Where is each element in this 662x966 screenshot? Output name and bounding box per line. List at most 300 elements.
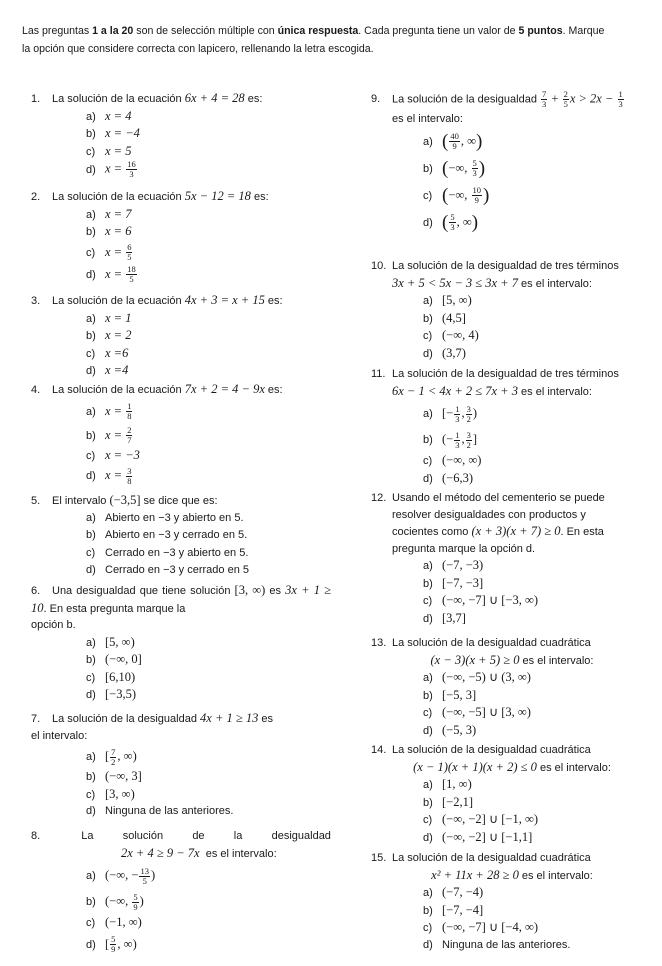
option-letter[interactable]: d) xyxy=(86,365,96,378)
option-b[interactable] xyxy=(423,902,653,920)
option-letter[interactable]: a) xyxy=(86,208,96,221)
option-value: (−1, ∞) xyxy=(105,915,142,929)
option-letter[interactable]: d) xyxy=(423,831,433,844)
stem-text: La solución de la desigualdad cuadrática xyxy=(392,744,591,756)
stem-text: La solución de la desigualdad xyxy=(392,93,541,106)
question-number: 3. xyxy=(31,295,41,307)
equation: 5x − 12 = 18 xyxy=(184,189,251,203)
option-a[interactable] xyxy=(86,862,331,888)
option-letter[interactable]: b) xyxy=(423,312,433,325)
separator: , xyxy=(461,406,465,420)
option-b[interactable] xyxy=(423,575,653,593)
option-a[interactable] xyxy=(86,399,331,423)
option-letter[interactable]: c) xyxy=(423,814,433,827)
question-stem-line-2 xyxy=(371,867,653,885)
option-d[interactable] xyxy=(423,829,653,847)
stem-text: . En esta xyxy=(560,526,604,538)
option-value: x = 6 xyxy=(105,224,132,239)
numerator: 1 xyxy=(127,401,132,412)
question-stem-line-4 xyxy=(371,541,653,558)
question-stem xyxy=(31,188,331,206)
option-a[interactable] xyxy=(423,557,653,575)
option-letter[interactable]: c) xyxy=(86,671,96,684)
question-number: 13. xyxy=(371,637,387,649)
option-a[interactable] xyxy=(423,884,653,902)
option-value: [−2,1] xyxy=(442,794,473,809)
option-value: (−∞, ∞) xyxy=(442,453,482,467)
question-number: 11. xyxy=(371,368,386,380)
question-6 xyxy=(31,582,331,704)
fraction xyxy=(126,265,137,284)
question-9 xyxy=(371,90,653,236)
fraction xyxy=(110,935,116,954)
fraction xyxy=(126,243,132,262)
option-a[interactable] xyxy=(86,510,331,528)
option-letter[interactable]: a) xyxy=(86,312,96,325)
open-paren-icon: ( xyxy=(442,157,449,179)
option-letter[interactable]: c) xyxy=(86,917,96,929)
option-letter[interactable]: c) xyxy=(423,189,433,202)
question-stem xyxy=(371,742,653,759)
stem-text: La xyxy=(81,830,94,842)
question-3 xyxy=(31,292,331,380)
fraction xyxy=(449,132,460,151)
option-b[interactable] xyxy=(423,426,653,452)
option-letter[interactable]: d) xyxy=(86,805,96,818)
option-c[interactable] xyxy=(423,182,653,209)
option-letter[interactable]: c) xyxy=(86,246,96,259)
stem-text: se dice que es: xyxy=(140,495,218,507)
instructions-line-1 xyxy=(22,22,650,40)
option-letter[interactable]: d) xyxy=(423,724,433,737)
stem-text: La solución de la ecuación xyxy=(52,191,182,203)
equation: (x + 3)(x + 7) ≥ 0 xyxy=(471,524,561,538)
option-value: x = −3 xyxy=(105,447,140,462)
option-letter[interactable]: a) xyxy=(423,408,433,420)
denominator: 8 xyxy=(127,475,132,486)
question-number: 9. xyxy=(371,93,381,106)
option-b[interactable] xyxy=(86,423,331,447)
stem-text: La solución de la desigualdad de tres términos xyxy=(392,260,619,272)
option-d[interactable] xyxy=(86,803,331,821)
fraction xyxy=(132,893,138,912)
option-b[interactable] xyxy=(423,310,653,328)
option-letter[interactable]: b) xyxy=(86,429,96,442)
option-value: (−∞, 4) xyxy=(442,328,479,343)
denominator: 3 xyxy=(472,168,477,179)
numerator: 5 xyxy=(450,212,455,223)
question-stem xyxy=(371,635,653,652)
option-value: (3,7) xyxy=(442,345,466,360)
option-letter[interactable]: d) xyxy=(423,938,433,951)
option-letter[interactable]: c) xyxy=(423,922,433,935)
question-stem-line-2 xyxy=(31,845,331,863)
denominator: 5 xyxy=(129,274,134,285)
stem-text: es el intervalo: xyxy=(519,654,594,667)
option-c[interactable] xyxy=(86,345,331,363)
stem-text: La solución de la desigualdad cuadrática xyxy=(392,637,591,649)
option-value: Abierto en −3 y cerrado en 5. xyxy=(105,529,248,542)
question-stem xyxy=(31,90,331,108)
option-a[interactable] xyxy=(86,108,331,126)
option-letter[interactable]: b) xyxy=(423,796,433,809)
bracket: ) xyxy=(472,406,478,420)
option-a[interactable] xyxy=(86,634,331,652)
bracket: ) xyxy=(139,894,144,908)
fraction xyxy=(454,405,460,424)
numerator: 6 xyxy=(127,242,132,253)
option-value: [5, ∞) xyxy=(442,293,472,307)
question-number: 15. xyxy=(371,852,387,864)
option-a[interactable] xyxy=(423,292,653,310)
stem-text: es el intervalo: xyxy=(518,869,593,882)
option-letter[interactable]: b) xyxy=(86,226,96,239)
question-1 xyxy=(31,90,331,178)
option-value: [3,7] xyxy=(442,610,466,625)
stem-text: es xyxy=(265,585,282,597)
option-value: (−∞, −7] ∪ [−3, ∞) xyxy=(442,593,539,608)
option-letter[interactable]: d) xyxy=(423,216,433,229)
question-number: 2. xyxy=(31,191,41,203)
option-c[interactable] xyxy=(423,452,653,470)
option-letter[interactable]: a) xyxy=(423,779,433,791)
option-letter[interactable]: d) xyxy=(423,612,433,625)
option-d[interactable] xyxy=(86,160,331,178)
stem-text: es: xyxy=(250,191,269,203)
option-c[interactable] xyxy=(86,447,331,465)
option-value: x = 2 xyxy=(105,328,132,343)
option-b[interactable] xyxy=(86,651,331,669)
option-letter[interactable]: c) xyxy=(423,455,433,467)
option-c[interactable] xyxy=(423,704,653,722)
bracket: , ∞) xyxy=(117,749,137,763)
option-a[interactable] xyxy=(423,669,653,687)
equation: 6x + 4 = 28 xyxy=(184,91,245,105)
stem-text: es el intervalo: xyxy=(536,761,611,774)
stem-text: La solución de la desigualdad cuadrática xyxy=(392,852,591,864)
equation: (x − 3)(x + 5) ≥ 0 xyxy=(430,652,520,667)
option-value: (−5, 3) xyxy=(442,722,477,737)
option-value: x = 7 xyxy=(105,206,132,221)
option-b[interactable] xyxy=(86,223,331,241)
stem-text: la xyxy=(233,830,243,842)
question-stem-line-2 xyxy=(371,652,653,670)
numerator: 3 xyxy=(466,403,471,414)
denominator: 9 xyxy=(452,141,457,152)
bracket: ] xyxy=(472,432,478,446)
question-stem xyxy=(31,828,331,845)
instr-bold: única respuesta xyxy=(277,25,359,37)
question-10 xyxy=(371,258,653,362)
option-letter[interactable]: b) xyxy=(86,771,96,783)
question-stem-line-2 xyxy=(371,111,653,128)
numerator: 5 xyxy=(133,891,138,902)
option-value: [1, ∞) xyxy=(442,777,472,791)
option-b[interactable] xyxy=(86,527,331,545)
option-value: (−∞, 3] xyxy=(105,769,142,783)
option-letter[interactable]: d) xyxy=(86,163,96,176)
close-paren-icon: ) xyxy=(483,184,490,206)
option-letter[interactable]: c) xyxy=(86,449,96,462)
option-letter[interactable]: c) xyxy=(423,330,433,343)
option-letter[interactable]: c) xyxy=(86,788,96,801)
option-value: x = xyxy=(105,266,126,281)
numerator: 13 xyxy=(140,865,149,876)
stem-text: es: xyxy=(244,93,263,105)
bracket: ) xyxy=(150,868,156,882)
option-d[interactable] xyxy=(86,362,331,380)
option-b[interactable] xyxy=(86,768,331,786)
option-letter[interactable]: b) xyxy=(423,689,433,702)
question-8 xyxy=(31,828,331,956)
option-value: Cerrado en −3 y cerrado en 5 xyxy=(105,564,250,577)
option-letter[interactable]: a) xyxy=(423,295,433,307)
option-letter[interactable]: b) xyxy=(423,904,433,917)
stem-text: La solución de la ecuación xyxy=(52,295,182,307)
question-stem xyxy=(371,366,653,383)
option-letter[interactable]: a) xyxy=(86,870,96,882)
option-value: x = xyxy=(105,244,126,259)
question-number: 10. xyxy=(371,260,387,272)
question-stem xyxy=(31,492,331,510)
denominator: 9 xyxy=(133,901,138,912)
option-value: −∞, xyxy=(448,160,471,175)
option-letter[interactable]: b) xyxy=(423,162,433,175)
stem-text: El intervalo xyxy=(52,495,110,507)
equation: 7x + 2 = 4 − 9x xyxy=(184,382,265,396)
option-letter[interactable]: b) xyxy=(86,128,96,141)
option-c[interactable] xyxy=(423,811,653,829)
denominator: 3 xyxy=(542,99,547,109)
option-c[interactable] xyxy=(86,241,331,263)
denominator: 3 xyxy=(455,413,460,424)
option-letter[interactable]: b) xyxy=(423,434,433,446)
option-d[interactable] xyxy=(423,937,653,955)
option-b[interactable] xyxy=(423,687,653,705)
fraction xyxy=(454,431,460,450)
bracket: [ xyxy=(105,936,110,951)
option-letter[interactable]: a) xyxy=(423,560,433,572)
option-b[interactable] xyxy=(423,155,653,182)
option-letter[interactable]: c) xyxy=(86,347,96,360)
stem-text: Usando el método del cementerio se puede xyxy=(392,492,605,504)
numerator: 3 xyxy=(466,429,471,440)
option-c[interactable] xyxy=(86,914,331,932)
option-value: , ∞ xyxy=(456,214,472,229)
option-a[interactable] xyxy=(86,310,331,328)
option-value: (−7, −3) xyxy=(442,558,484,572)
option-d[interactable] xyxy=(423,209,653,236)
option-letter[interactable]: a) xyxy=(423,135,433,148)
equation: (x − 1)(x + 1)(x + 2) ≤ 0 xyxy=(413,759,537,774)
numerator: 2 xyxy=(127,425,132,436)
option-value: x = 4 xyxy=(105,108,132,123)
stem-text: el intervalo: xyxy=(31,729,88,742)
question-stem xyxy=(371,490,653,507)
open-paren-icon: ( xyxy=(442,130,449,152)
option-value: x = xyxy=(105,403,126,418)
denominator: 5 xyxy=(563,99,568,109)
option-letter[interactable]: a) xyxy=(86,636,96,649)
option-c[interactable] xyxy=(86,545,331,563)
fraction xyxy=(139,867,150,886)
option-b[interactable] xyxy=(423,794,653,812)
option-value: x =6 xyxy=(105,345,129,360)
question-4 xyxy=(31,381,331,486)
close-paren-icon: ) xyxy=(476,130,483,152)
option-value: (−∞, −5] ∪ [3, ∞) xyxy=(442,705,531,720)
fraction xyxy=(618,90,624,109)
option-value: (−∞, −7] ∪ [−4, ∞) xyxy=(442,920,539,935)
denominator: 3 xyxy=(455,439,460,450)
question-2 xyxy=(31,188,331,285)
option-d[interactable] xyxy=(86,562,331,580)
stem-text: es: xyxy=(264,295,283,307)
numerator: 16 xyxy=(127,159,136,170)
option-letter[interactable]: d) xyxy=(86,564,96,577)
option-letter[interactable]: d) xyxy=(423,347,433,360)
equation: 3x + 1 ≥ 10 xyxy=(31,583,331,615)
question-stem-line-2 xyxy=(371,507,653,524)
numerator: 3 xyxy=(127,465,132,476)
fraction xyxy=(449,213,455,232)
option-c[interactable] xyxy=(86,669,331,687)
option-a[interactable] xyxy=(423,400,653,426)
option-letter[interactable]: c) xyxy=(423,595,433,608)
option-a[interactable] xyxy=(86,744,331,768)
option-c[interactable] xyxy=(86,143,331,161)
option-letter[interactable]: c) xyxy=(86,546,96,559)
option-d[interactable] xyxy=(423,722,653,740)
option-a[interactable] xyxy=(423,776,653,794)
numerator: 1 xyxy=(455,403,460,414)
equation: 4x + 1 ≥ 13 xyxy=(200,711,259,725)
numerator: 5 xyxy=(472,158,477,169)
question-number: 14. xyxy=(371,744,387,756)
option-a[interactable] xyxy=(86,206,331,224)
option-letter[interactable]: b) xyxy=(423,577,433,590)
denominator: 9 xyxy=(474,195,479,206)
question-number: 1. xyxy=(31,93,41,105)
option-c[interactable] xyxy=(423,327,653,345)
option-d[interactable] xyxy=(423,345,653,363)
option-letter[interactable]: a) xyxy=(86,751,96,763)
option-value: (4,5] xyxy=(442,310,466,325)
option-letter[interactable]: a) xyxy=(86,405,96,418)
option-letter[interactable]: a) xyxy=(86,511,96,524)
equation: 2x + 4 ≥ 9 − 7x xyxy=(121,845,200,860)
option-b[interactable] xyxy=(86,125,331,143)
option-c[interactable] xyxy=(86,786,331,804)
bracket: [− xyxy=(442,406,454,420)
option-value: x = 1 xyxy=(105,310,132,325)
bracket: (−∞, xyxy=(105,894,132,908)
option-letter[interactable]: a) xyxy=(423,672,433,684)
option-letter[interactable]: b) xyxy=(86,654,96,667)
option-letter[interactable]: d) xyxy=(86,268,96,281)
equation: 3x + 5 < 5x − 3 ≤ 3x + 7 xyxy=(392,275,518,290)
fraction xyxy=(466,431,472,450)
question-stem xyxy=(31,710,331,744)
option-c[interactable] xyxy=(423,919,653,937)
stem-text: es: xyxy=(264,384,283,396)
option-letter[interactable]: c) xyxy=(423,707,433,720)
option-value: (−∞, −5) ∪ (3, ∞) xyxy=(442,670,531,684)
question-11 xyxy=(371,366,653,487)
option-value: Ninguna de las anteriores. xyxy=(442,938,571,951)
bracket: (− xyxy=(442,432,454,446)
instructions xyxy=(22,22,650,58)
question-stem xyxy=(371,90,653,109)
option-value: x = xyxy=(105,468,126,483)
fraction xyxy=(126,160,137,179)
option-letter[interactable]: b) xyxy=(86,896,96,908)
option-d[interactable] xyxy=(423,610,653,628)
numerator: 18 xyxy=(127,264,136,275)
option-d[interactable] xyxy=(86,263,331,285)
option-value: (−∞, −2] ∪ [−1,1] xyxy=(442,829,533,844)
option-letter[interactable]: d) xyxy=(86,689,96,702)
question-number: 5. xyxy=(31,495,41,507)
option-letter[interactable]: d) xyxy=(86,470,96,483)
option-letter[interactable]: b) xyxy=(86,529,96,542)
question-number: 8. xyxy=(31,830,41,842)
stem-text: es el intervalo: xyxy=(205,847,277,860)
question-15 xyxy=(371,850,653,954)
option-letter[interactable]: d) xyxy=(86,938,96,951)
option-c[interactable] xyxy=(423,592,653,610)
equation: 4x + 3 = x + 15 xyxy=(184,293,265,307)
option-b[interactable] xyxy=(86,888,331,914)
numerator: 7 xyxy=(111,746,116,757)
option-b[interactable] xyxy=(86,327,331,345)
separator: , xyxy=(461,432,465,446)
option-d[interactable] xyxy=(86,932,331,956)
numerator: 7 xyxy=(542,89,547,99)
option-letter[interactable]: d) xyxy=(423,472,433,485)
option-value: Ninguna de las anteriores. xyxy=(105,805,234,818)
question-number: 6. xyxy=(31,585,41,597)
option-letter[interactable]: b) xyxy=(86,330,96,343)
numerator: 40 xyxy=(450,131,459,142)
interval: [3, ∞) xyxy=(234,583,266,597)
option-letter[interactable]: a) xyxy=(86,110,96,123)
open-paren-icon: ( xyxy=(442,184,449,206)
option-letter[interactable]: a) xyxy=(423,887,433,899)
denominator: 8 xyxy=(127,411,132,422)
option-value: x = xyxy=(105,161,126,176)
option-value: [6,10) xyxy=(105,669,136,684)
question-stem-line-3 xyxy=(371,523,653,541)
option-d[interactable] xyxy=(423,470,653,488)
option-d[interactable] xyxy=(86,464,331,486)
option-letter[interactable]: c) xyxy=(86,145,96,158)
option-a[interactable] xyxy=(423,128,653,155)
question-14 xyxy=(371,742,653,846)
option-value: −∞, xyxy=(448,187,471,202)
numerator: 2 xyxy=(563,89,568,99)
instr-text: . Marque xyxy=(562,25,605,37)
question-stem xyxy=(371,850,653,867)
option-value: (−7, −4) xyxy=(442,885,484,899)
stem-text: desigualdad xyxy=(271,830,331,842)
option-value: x =4 xyxy=(105,363,129,378)
close-paren-icon: ) xyxy=(471,211,479,233)
option-d[interactable] xyxy=(86,686,331,704)
denominator: 5 xyxy=(142,875,147,886)
stem-text: La solución de la desigualdad xyxy=(52,713,201,725)
stem-text: es el intervalo: xyxy=(518,385,592,398)
